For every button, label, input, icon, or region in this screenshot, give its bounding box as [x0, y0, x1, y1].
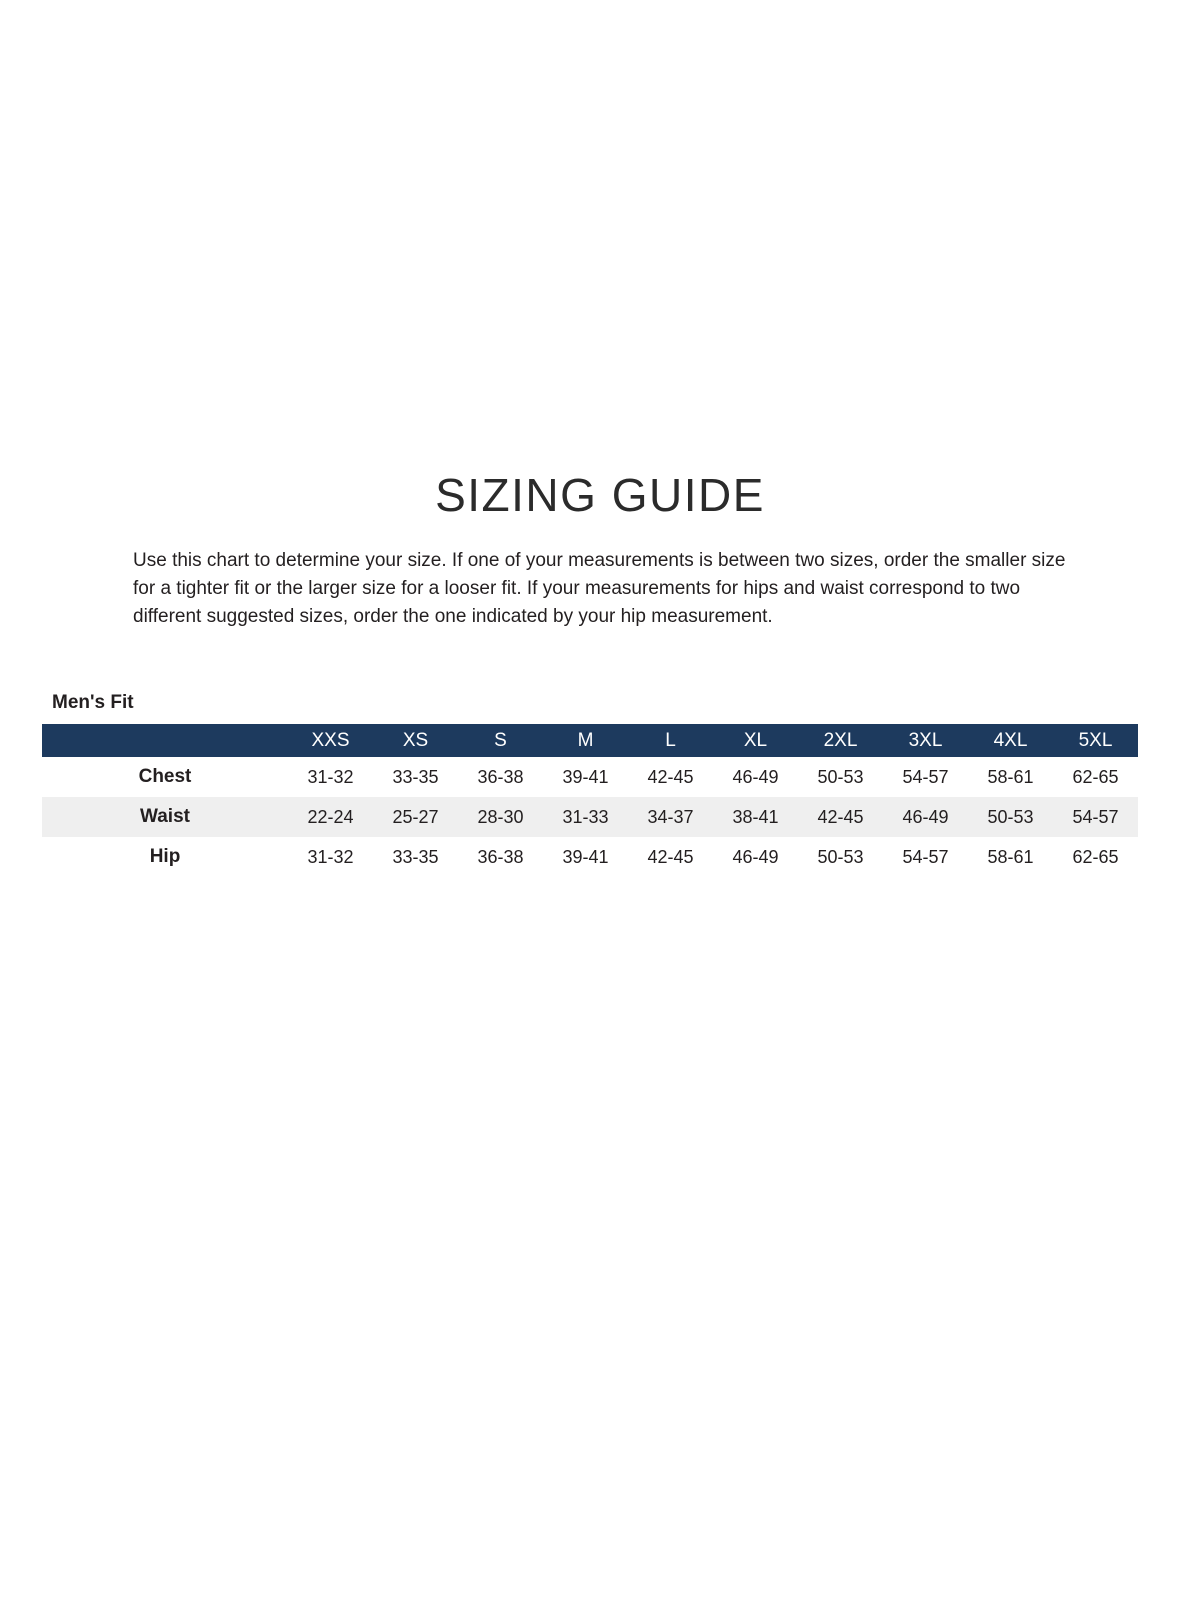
size-column-header: M [577, 729, 594, 751]
size-value-cell: 54-57 [1072, 806, 1119, 827]
size-column-header: XL [743, 729, 768, 751]
size-value-cell: 36-38 [477, 766, 524, 787]
size-column-header: XS [402, 729, 429, 751]
table-row [42, 797, 1138, 837]
size-value-cell: 46-49 [732, 846, 779, 867]
size-value-cell: 50-53 [817, 846, 864, 867]
size-value-cell: 31-33 [562, 806, 609, 827]
size-value-cell: 58-61 [987, 846, 1034, 867]
size-value-cell: 39-41 [562, 766, 609, 787]
size-value-cell: 33-35 [392, 766, 439, 787]
size-value-cell: 54-57 [902, 766, 949, 787]
page-title: SIZING GUIDE [435, 469, 765, 521]
size-value-cell: 22-24 [307, 806, 354, 827]
size-value-cell: 33-35 [392, 846, 439, 867]
size-table [42, 724, 1138, 877]
size-column-header: XXS [311, 729, 350, 751]
size-column-header: 2XL [823, 729, 858, 751]
size-value-cell: 46-49 [902, 806, 949, 827]
size-value-cell: 42-45 [647, 846, 694, 867]
size-column-header: L [665, 729, 676, 751]
intro-paragraph: Use this chart to determine your size. If one of your measurements is between two sizes, order the smaller size for a tighter fit or the larger size for a looser fit. If your measurements for hips and waist correspond to two different suggested sizes, order the one indicated by your hip measurement. [133, 550, 1066, 627]
table-row [42, 757, 1138, 797]
size-value-cell: 34-37 [647, 806, 694, 827]
table-row [42, 837, 1138, 877]
size-value-cell: 54-57 [902, 846, 949, 867]
size-column-header: 3XL [908, 729, 943, 751]
size-value-cell: 58-61 [987, 766, 1034, 787]
size-column-header: S [494, 729, 507, 751]
size-value-cell: 39-41 [562, 846, 609, 867]
size-value-cell: 50-53 [817, 766, 864, 787]
row-label: Chest [138, 766, 192, 787]
size-value-cell: 46-49 [732, 766, 779, 787]
row-label: Waist [140, 806, 190, 827]
size-value-cell: 31-32 [307, 846, 354, 867]
size-column-header: 4XL [993, 729, 1028, 751]
size-value-cell: 62-65 [1072, 846, 1119, 867]
size-value-cell: 25-27 [392, 806, 439, 827]
size-value-cell: 36-38 [477, 846, 524, 867]
size-value-cell: 28-30 [477, 806, 524, 827]
size-value-cell: 50-53 [987, 806, 1034, 827]
size-value-cell: 62-65 [1072, 766, 1119, 787]
section-label-mens-fit: Men's Fit [52, 692, 134, 713]
size-value-cell: 42-45 [647, 766, 694, 787]
size-value-cell: 42-45 [817, 806, 864, 827]
size-column-header: 5XL [1078, 729, 1113, 751]
size-value-cell: 38-41 [732, 806, 779, 827]
size-value-cell: 31-32 [307, 766, 354, 787]
row-label: Hip [149, 846, 181, 867]
size-table-header-row [42, 724, 1138, 757]
